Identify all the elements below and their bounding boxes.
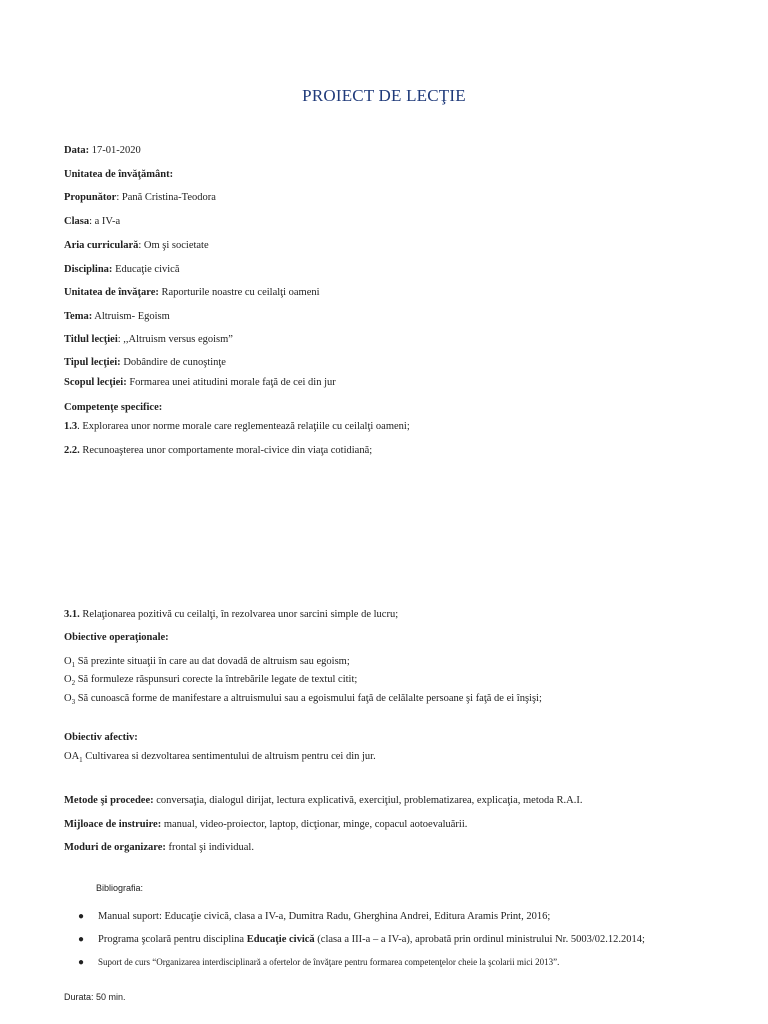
field-moduri bbox=[64, 841, 254, 854]
bullet-icon: ● bbox=[78, 911, 85, 922]
titlul-value: : ,,Altruism versus egoism” bbox=[117, 334, 233, 345]
metode-label: Metode şi procedee: bbox=[64, 795, 154, 806]
moduri-value: frontal şi individual. bbox=[165, 842, 254, 853]
obiectiv-afectiv-heading: Obiectiv afectiv: bbox=[64, 732, 138, 743]
clasa-value: : a IV-a bbox=[89, 216, 121, 227]
obiectiv-o2: $O_2$ Să formuleze răspunsuri corecte la întrebările legate de textul citit; bbox=[64, 674, 358, 688]
obiectiv-o3: $O_3$ Să cunoască forme de manifestare a altruismului sau a egoismului faţă de celălalte persoane şi faţă de ei înşişi; bbox=[64, 693, 542, 707]
field-metode bbox=[64, 794, 582, 807]
obiective-heading: Obiective operaţionale: bbox=[64, 632, 169, 643]
scopul-label: Scopul lecţiei: bbox=[64, 377, 127, 388]
competenta-number: 3.1. bbox=[64, 609, 80, 620]
field-unitatea-invatare bbox=[64, 286, 320, 299]
competenta-number: 2.2. bbox=[64, 445, 80, 456]
scopul-value: Formarea unei atitudini morale faţă de cei din jur bbox=[129, 377, 336, 388]
competente-heading: Competenţe specifice: bbox=[64, 402, 163, 413]
data-value: 17-01-2020 bbox=[91, 145, 141, 156]
field-unitatea-invatamant bbox=[64, 168, 173, 181]
titlul-label: Titlul lecţiei bbox=[64, 334, 118, 345]
tipul-value: Dobândire de cunoştinţe bbox=[123, 357, 226, 368]
list-item: ● Manual suport: Educaţie civică, clasa a IV-a, Dumitra Radu, Gherghina Andrei, Editura Aramis Print, 2016; bbox=[78, 911, 551, 922]
bullet-icon: ● bbox=[78, 934, 85, 945]
aria-value: : Om şi societate bbox=[138, 240, 209, 251]
metode-value: conversaţia, dialogul dirijat, lectura explicativă, exerciţiul, problematizarea, explicaţia, metoda R.A.I. bbox=[153, 795, 583, 806]
field-clasa bbox=[64, 215, 120, 228]
field-aria-curriculara bbox=[64, 239, 209, 252]
bibliografie-list bbox=[78, 910, 645, 979]
clasa-label: Clasa bbox=[64, 216, 90, 227]
field-tipul bbox=[64, 356, 226, 369]
mijloace-value-end: , copacul aotoevaluării. bbox=[369, 819, 468, 830]
mijloace-label: Mijloace de instruire: bbox=[64, 819, 162, 830]
competenta-text: Recunoaşterea unor comportamente moral-civice din viaţa cotidiană; bbox=[79, 445, 373, 456]
mijloace-value: manual, video-proiector, laptop, dicţionar, minge bbox=[161, 819, 370, 830]
aria-label: Aria curriculară bbox=[64, 240, 139, 251]
field-titlul bbox=[64, 333, 233, 346]
bibliografie-heading: Bibliografia: bbox=[96, 883, 144, 893]
durata: Durata: 50 min. bbox=[64, 992, 126, 1002]
competenta-number: 1.3 bbox=[64, 421, 78, 432]
field-disciplina bbox=[64, 263, 179, 276]
unitatea-invatare-value: Raporturile noastre cu ceilalţi oameni bbox=[161, 287, 320, 298]
obiectiv-o1: $O_1$ Să prezinte situaţii în care au dat dovadă de altruism sau egoism; bbox=[64, 656, 350, 670]
competenta-text: . Explorarea unor norme morale care reglementează relaţiile cu ceilalţi oameni; bbox=[77, 421, 410, 432]
obiectiv-afectiv-oa1: $OA_1$ Cultivarea si dezvoltarea sentimentului de altruism pentru cei din jur. bbox=[64, 751, 376, 765]
unitatea-invatamant-label: Unitatea de învăţământ: bbox=[64, 169, 174, 180]
competenta-2-2 bbox=[64, 444, 372, 457]
moduri-label: Moduri de organizare: bbox=[64, 842, 166, 853]
field-tema bbox=[64, 310, 170, 323]
bullet-icon: ● bbox=[78, 957, 85, 968]
disciplina-label: Disciplina: bbox=[64, 264, 113, 275]
field-data bbox=[64, 144, 141, 157]
competenta-1-3 bbox=[64, 420, 410, 433]
field-scopul bbox=[64, 376, 336, 389]
competenta-text: Relaţionarea pozitivă cu ceilalţi, în rezolvarea unor sarcini simple de lucru; bbox=[79, 609, 399, 620]
propunator-label: Propunător bbox=[64, 192, 117, 203]
list-item: ● Suport de curs “Organizarea interdisciplinară a ofertelor de învăţare pentru formarea competenţelor cheie la şcolarii mici 2013”. bbox=[78, 957, 560, 968]
document-title: PROIECT DE LECŢIE bbox=[302, 86, 466, 105]
competenta-3-1 bbox=[64, 608, 398, 621]
tipul-label: Tipul lecţiei: bbox=[64, 357, 121, 368]
list-item: ● Programa şcolară pentru disciplina Educaţie civică (clasa a III-a – a IV-a), aprobată prin ordinul ministrului Nr. 5003/02.12.2014; bbox=[78, 934, 645, 945]
disciplina-value: Educaţie civică bbox=[115, 264, 180, 275]
unitatea-invatare-label: Unitatea de învăţare: bbox=[64, 287, 159, 298]
field-mijloace bbox=[64, 818, 467, 831]
tema-value: Altruism- Egoism bbox=[94, 311, 170, 322]
tema-label: Tema: bbox=[64, 311, 93, 322]
field-propunator bbox=[64, 191, 216, 204]
propunator-value: : Pană Cristina-Teodora bbox=[116, 192, 216, 203]
data-label: Data: bbox=[64, 145, 90, 156]
